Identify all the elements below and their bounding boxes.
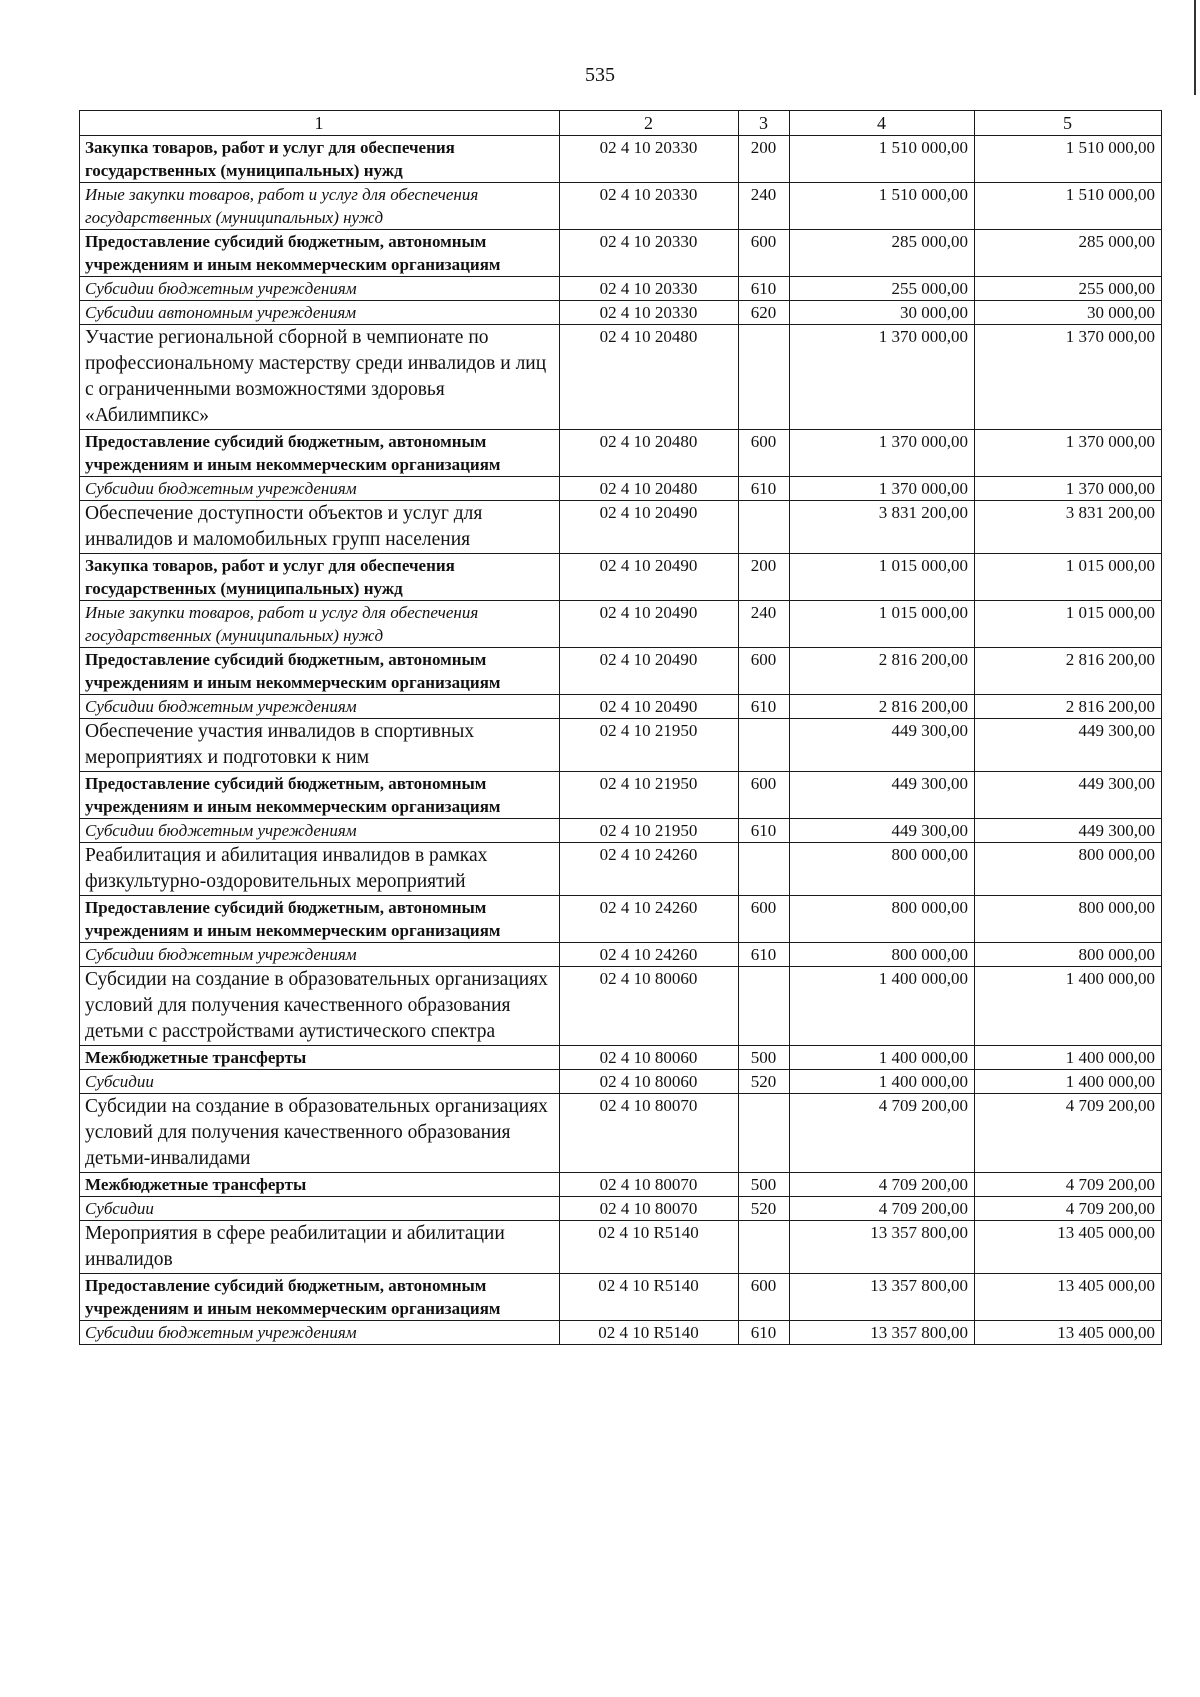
row-sum-year-1-cell: 4 709 200,00 <box>790 1173 975 1197</box>
row-name-cell: Субсидии бюджетным учреждениям <box>80 819 560 843</box>
row-sum-year-2-cell: 30 000,00 <box>975 301 1162 325</box>
table-row <box>80 183 1162 230</box>
table-row <box>80 1094 1162 1173</box>
row-expense-type-cell: 610 <box>739 277 790 301</box>
table-row <box>80 230 1162 277</box>
table-row <box>80 648 1162 695</box>
row-sum-year-2-cell: 1 015 000,00 <box>975 554 1162 601</box>
table-row <box>80 719 1162 772</box>
row-sum-year-1-cell: 1 400 000,00 <box>790 1070 975 1094</box>
table-row <box>80 896 1162 943</box>
row-expense-type-cell <box>739 325 790 430</box>
row-sum-year-2-cell: 1 400 000,00 <box>975 1046 1162 1070</box>
row-sum-year-1-cell: 1 370 000,00 <box>790 477 975 501</box>
row-name-cell: Субсидии на создание в образовательных организациях условий для получения качественного образования детьми с расстройствами аутистического спектра <box>80 967 560 1046</box>
table-row <box>80 430 1162 477</box>
row-sum-year-2-cell: 800 000,00 <box>975 896 1162 943</box>
row-sum-year-1-cell: 30 000,00 <box>790 301 975 325</box>
row-sum-year-1-cell: 1 510 000,00 <box>790 183 975 230</box>
row-sum-year-2-cell: 449 300,00 <box>975 772 1162 819</box>
row-sum-year-1-cell: 449 300,00 <box>790 719 975 772</box>
row-expense-type-cell: 610 <box>739 819 790 843</box>
column-header-name: 1 <box>80 111 560 136</box>
row-expense-type-cell <box>739 967 790 1046</box>
row-expense-type-cell: 500 <box>739 1046 790 1070</box>
table-row <box>80 1070 1162 1094</box>
row-sum-year-1-cell: 4 709 200,00 <box>790 1197 975 1221</box>
row-sum-year-2-cell: 13 405 000,00 <box>975 1221 1162 1274</box>
row-name-cell: Закупка товаров, работ и услуг для обеспечения государственных (муниципальных) нужд <box>80 136 560 183</box>
table-row <box>80 1197 1162 1221</box>
row-code-cell: 02 4 10 24260 <box>560 843 739 896</box>
table-row <box>80 1221 1162 1274</box>
row-sum-year-1-cell: 2 816 200,00 <box>790 648 975 695</box>
row-sum-year-1-cell: 3 831 200,00 <box>790 501 975 554</box>
row-name-cell: Предоставление субсидий бюджетным, автономным учреждениям и иным некоммерческим организациям <box>80 430 560 477</box>
row-name-cell: Субсидии автономным учреждениям <box>80 301 560 325</box>
row-name-cell: Реабилитация и абилитация инвалидов в рамках физкультурно-оздоровительных мероприятий <box>80 843 560 896</box>
row-name-cell: Предоставление субсидий бюджетным, автономным учреждениям и иным некоммерческим организациям <box>80 648 560 695</box>
page-number: 535 <box>585 64 615 86</box>
row-name-cell: Иные закупки товаров, работ и услуг для обеспечения государственных (муниципальных) нужд <box>80 183 560 230</box>
table-row <box>80 967 1162 1046</box>
row-sum-year-2-cell: 1 370 000,00 <box>975 430 1162 477</box>
row-expense-type-cell: 240 <box>739 183 790 230</box>
row-name-cell: Предоставление субсидий бюджетным, автономным учреждениям и иным некоммерческим организациям <box>80 896 560 943</box>
row-expense-type-cell: 520 <box>739 1197 790 1221</box>
table-row <box>80 1321 1162 1345</box>
table-row <box>80 843 1162 896</box>
table-row <box>80 772 1162 819</box>
row-code-cell: 02 4 10 80070 <box>560 1197 739 1221</box>
budget-table <box>79 110 1162 1345</box>
row-expense-type-cell <box>739 843 790 896</box>
row-sum-year-1-cell: 1 370 000,00 <box>790 430 975 477</box>
row-sum-year-1-cell: 1 015 000,00 <box>790 554 975 601</box>
row-expense-type-cell: 240 <box>739 601 790 648</box>
row-sum-year-1-cell: 13 357 800,00 <box>790 1321 975 1345</box>
row-sum-year-1-cell: 800 000,00 <box>790 896 975 943</box>
row-name-cell: Субсидии <box>80 1197 560 1221</box>
row-expense-type-cell: 610 <box>739 695 790 719</box>
row-code-cell: 02 4 10 20490 <box>560 601 739 648</box>
row-name-cell: Субсидии бюджетным учреждениям <box>80 277 560 301</box>
row-name-cell: Субсидии бюджетным учреждениям <box>80 1321 560 1345</box>
row-name-cell: Субсидии бюджетным учреждениям <box>80 943 560 967</box>
row-sum-year-2-cell: 1 400 000,00 <box>975 967 1162 1046</box>
row-sum-year-2-cell: 1 400 000,00 <box>975 1070 1162 1094</box>
row-name-cell: Предоставление субсидий бюджетным, автономным учреждениям и иным некоммерческим организациям <box>80 772 560 819</box>
row-sum-year-2-cell: 1 370 000,00 <box>975 477 1162 501</box>
table-row <box>80 325 1162 430</box>
row-expense-type-cell <box>739 1094 790 1173</box>
column-header-sum-year-2: 5 <box>975 111 1162 136</box>
row-sum-year-1-cell: 2 816 200,00 <box>790 695 975 719</box>
table-row <box>80 601 1162 648</box>
row-expense-type-cell: 600 <box>739 430 790 477</box>
row-expense-type-cell: 610 <box>739 477 790 501</box>
row-sum-year-1-cell: 13 357 800,00 <box>790 1221 975 1274</box>
row-sum-year-1-cell: 1 510 000,00 <box>790 136 975 183</box>
row-code-cell: 02 4 10 20490 <box>560 554 739 601</box>
row-code-cell: 02 4 10 20490 <box>560 648 739 695</box>
table-row <box>80 477 1162 501</box>
row-expense-type-cell: 600 <box>739 1274 790 1321</box>
row-expense-type-cell: 600 <box>739 772 790 819</box>
row-sum-year-1-cell: 800 000,00 <box>790 943 975 967</box>
row-sum-year-2-cell: 1 510 000,00 <box>975 136 1162 183</box>
row-sum-year-1-cell: 4 709 200,00 <box>790 1094 975 1173</box>
row-name-cell: Субсидии бюджетным учреждениям <box>80 695 560 719</box>
row-name-cell: Субсидии бюджетным учреждениям <box>80 477 560 501</box>
table-row <box>80 1046 1162 1070</box>
row-sum-year-1-cell: 285 000,00 <box>790 230 975 277</box>
row-expense-type-cell <box>739 719 790 772</box>
row-sum-year-2-cell: 1 370 000,00 <box>975 325 1162 430</box>
column-header-sum-year-1: 4 <box>790 111 975 136</box>
row-name-cell: Предоставление субсидий бюджетным, автономным учреждениям и иным некоммерческим организациям <box>80 230 560 277</box>
row-expense-type-cell: 600 <box>739 648 790 695</box>
row-code-cell: 02 4 10 20490 <box>560 501 739 554</box>
row-expense-type-cell <box>739 501 790 554</box>
row-code-cell: 02 4 10 20480 <box>560 325 739 430</box>
row-expense-type-cell: 600 <box>739 230 790 277</box>
table-row <box>80 695 1162 719</box>
row-sum-year-2-cell: 4 709 200,00 <box>975 1173 1162 1197</box>
row-sum-year-2-cell: 4 709 200,00 <box>975 1094 1162 1173</box>
row-sum-year-1-cell: 449 300,00 <box>790 772 975 819</box>
row-sum-year-1-cell: 255 000,00 <box>790 277 975 301</box>
row-code-cell: 02 4 10 80060 <box>560 1046 739 1070</box>
row-expense-type-cell: 200 <box>739 136 790 183</box>
row-expense-type-cell <box>739 1221 790 1274</box>
row-sum-year-1-cell: 1 400 000,00 <box>790 967 975 1046</box>
column-header-expense-type: 3 <box>739 111 790 136</box>
row-code-cell: 02 4 10 20330 <box>560 230 739 277</box>
row-sum-year-2-cell: 1 510 000,00 <box>975 183 1162 230</box>
row-name-cell: Иные закупки товаров, работ и услуг для обеспечения государственных (муниципальных) нужд <box>80 601 560 648</box>
row-code-cell: 02 4 10 80070 <box>560 1094 739 1173</box>
row-sum-year-2-cell: 2 816 200,00 <box>975 695 1162 719</box>
table-row <box>80 501 1162 554</box>
row-sum-year-2-cell: 4 709 200,00 <box>975 1197 1162 1221</box>
row-code-cell: 02 4 10 21950 <box>560 719 739 772</box>
row-code-cell: 02 4 10 80070 <box>560 1173 739 1197</box>
row-sum-year-2-cell: 800 000,00 <box>975 843 1162 896</box>
row-sum-year-2-cell: 449 300,00 <box>975 719 1162 772</box>
row-code-cell: 02 4 10 20480 <box>560 477 739 501</box>
row-name-cell: Межбюджетные трансферты <box>80 1046 560 1070</box>
row-sum-year-2-cell: 3 831 200,00 <box>975 501 1162 554</box>
row-code-cell: 02 4 10 20480 <box>560 430 739 477</box>
row-sum-year-2-cell: 2 816 200,00 <box>975 648 1162 695</box>
table-row <box>80 1274 1162 1321</box>
row-expense-type-cell: 610 <box>739 1321 790 1345</box>
row-name-cell: Закупка товаров, работ и услуг для обеспечения государственных (муниципальных) нужд <box>80 554 560 601</box>
row-sum-year-2-cell: 13 405 000,00 <box>975 1274 1162 1321</box>
row-sum-year-1-cell: 800 000,00 <box>790 843 975 896</box>
row-sum-year-2-cell: 449 300,00 <box>975 819 1162 843</box>
row-name-cell: Предоставление субсидий бюджетным, автономным учреждениям и иным некоммерческим организациям <box>80 1274 560 1321</box>
table-row <box>80 554 1162 601</box>
row-sum-year-1-cell: 13 357 800,00 <box>790 1274 975 1321</box>
row-code-cell: 02 4 10 24260 <box>560 943 739 967</box>
row-expense-type-cell: 200 <box>739 554 790 601</box>
row-sum-year-1-cell: 1 015 000,00 <box>790 601 975 648</box>
table-row <box>80 301 1162 325</box>
row-name-cell: Обеспечение участия инвалидов в спортивных мероприятиях и подготовки к ним <box>80 719 560 772</box>
row-code-cell: 02 4 10 80060 <box>560 1070 739 1094</box>
column-header-code: 2 <box>560 111 739 136</box>
table-row <box>80 943 1162 967</box>
row-code-cell: 02 4 10 R5140 <box>560 1274 739 1321</box>
row-code-cell: 02 4 10 20330 <box>560 183 739 230</box>
row-sum-year-2-cell: 285 000,00 <box>975 230 1162 277</box>
row-expense-type-cell: 610 <box>739 943 790 967</box>
row-code-cell: 02 4 10 20330 <box>560 136 739 183</box>
row-expense-type-cell: 620 <box>739 301 790 325</box>
row-name-cell: Мероприятия в сфере реабилитации и абилитации инвалидов <box>80 1221 560 1274</box>
row-expense-type-cell: 500 <box>739 1173 790 1197</box>
row-sum-year-1-cell: 1 370 000,00 <box>790 325 975 430</box>
row-sum-year-1-cell: 449 300,00 <box>790 819 975 843</box>
table-row <box>80 1173 1162 1197</box>
row-code-cell: 02 4 10 R5140 <box>560 1221 739 1274</box>
table-row <box>80 277 1162 301</box>
row-sum-year-2-cell: 255 000,00 <box>975 277 1162 301</box>
row-code-cell: 02 4 10 20330 <box>560 277 739 301</box>
row-name-cell: Межбюджетные трансферты <box>80 1173 560 1197</box>
table-body <box>80 136 1162 1345</box>
row-sum-year-2-cell: 800 000,00 <box>975 943 1162 967</box>
row-name-cell: Участие региональной сборной в чемпионате по профессиональному мастерству среди инвалидов и лиц с ограниченными возможностями здоровья «Абилимпикс» <box>80 325 560 430</box>
table-row <box>80 136 1162 183</box>
row-code-cell: 02 4 10 R5140 <box>560 1321 739 1345</box>
row-sum-year-2-cell: 1 015 000,00 <box>975 601 1162 648</box>
row-name-cell: Субсидии на создание в образовательных организациях условий для получения качественного образования детьми-инвалидами <box>80 1094 560 1173</box>
row-sum-year-2-cell: 13 405 000,00 <box>975 1321 1162 1345</box>
row-code-cell: 02 4 10 21950 <box>560 772 739 819</box>
row-code-cell: 02 4 10 20330 <box>560 301 739 325</box>
table-row <box>80 819 1162 843</box>
row-code-cell: 02 4 10 20490 <box>560 695 739 719</box>
row-code-cell: 02 4 10 80060 <box>560 967 739 1046</box>
row-code-cell: 02 4 10 21950 <box>560 819 739 843</box>
row-code-cell: 02 4 10 24260 <box>560 896 739 943</box>
row-expense-type-cell: 600 <box>739 896 790 943</box>
header-row <box>80 111 1162 136</box>
row-name-cell: Обеспечение доступности объектов и услуг для инвалидов и маломобильных групп населения <box>80 501 560 554</box>
row-name-cell: Субсидии <box>80 1070 560 1094</box>
row-sum-year-1-cell: 1 400 000,00 <box>790 1046 975 1070</box>
row-expense-type-cell: 520 <box>739 1070 790 1094</box>
